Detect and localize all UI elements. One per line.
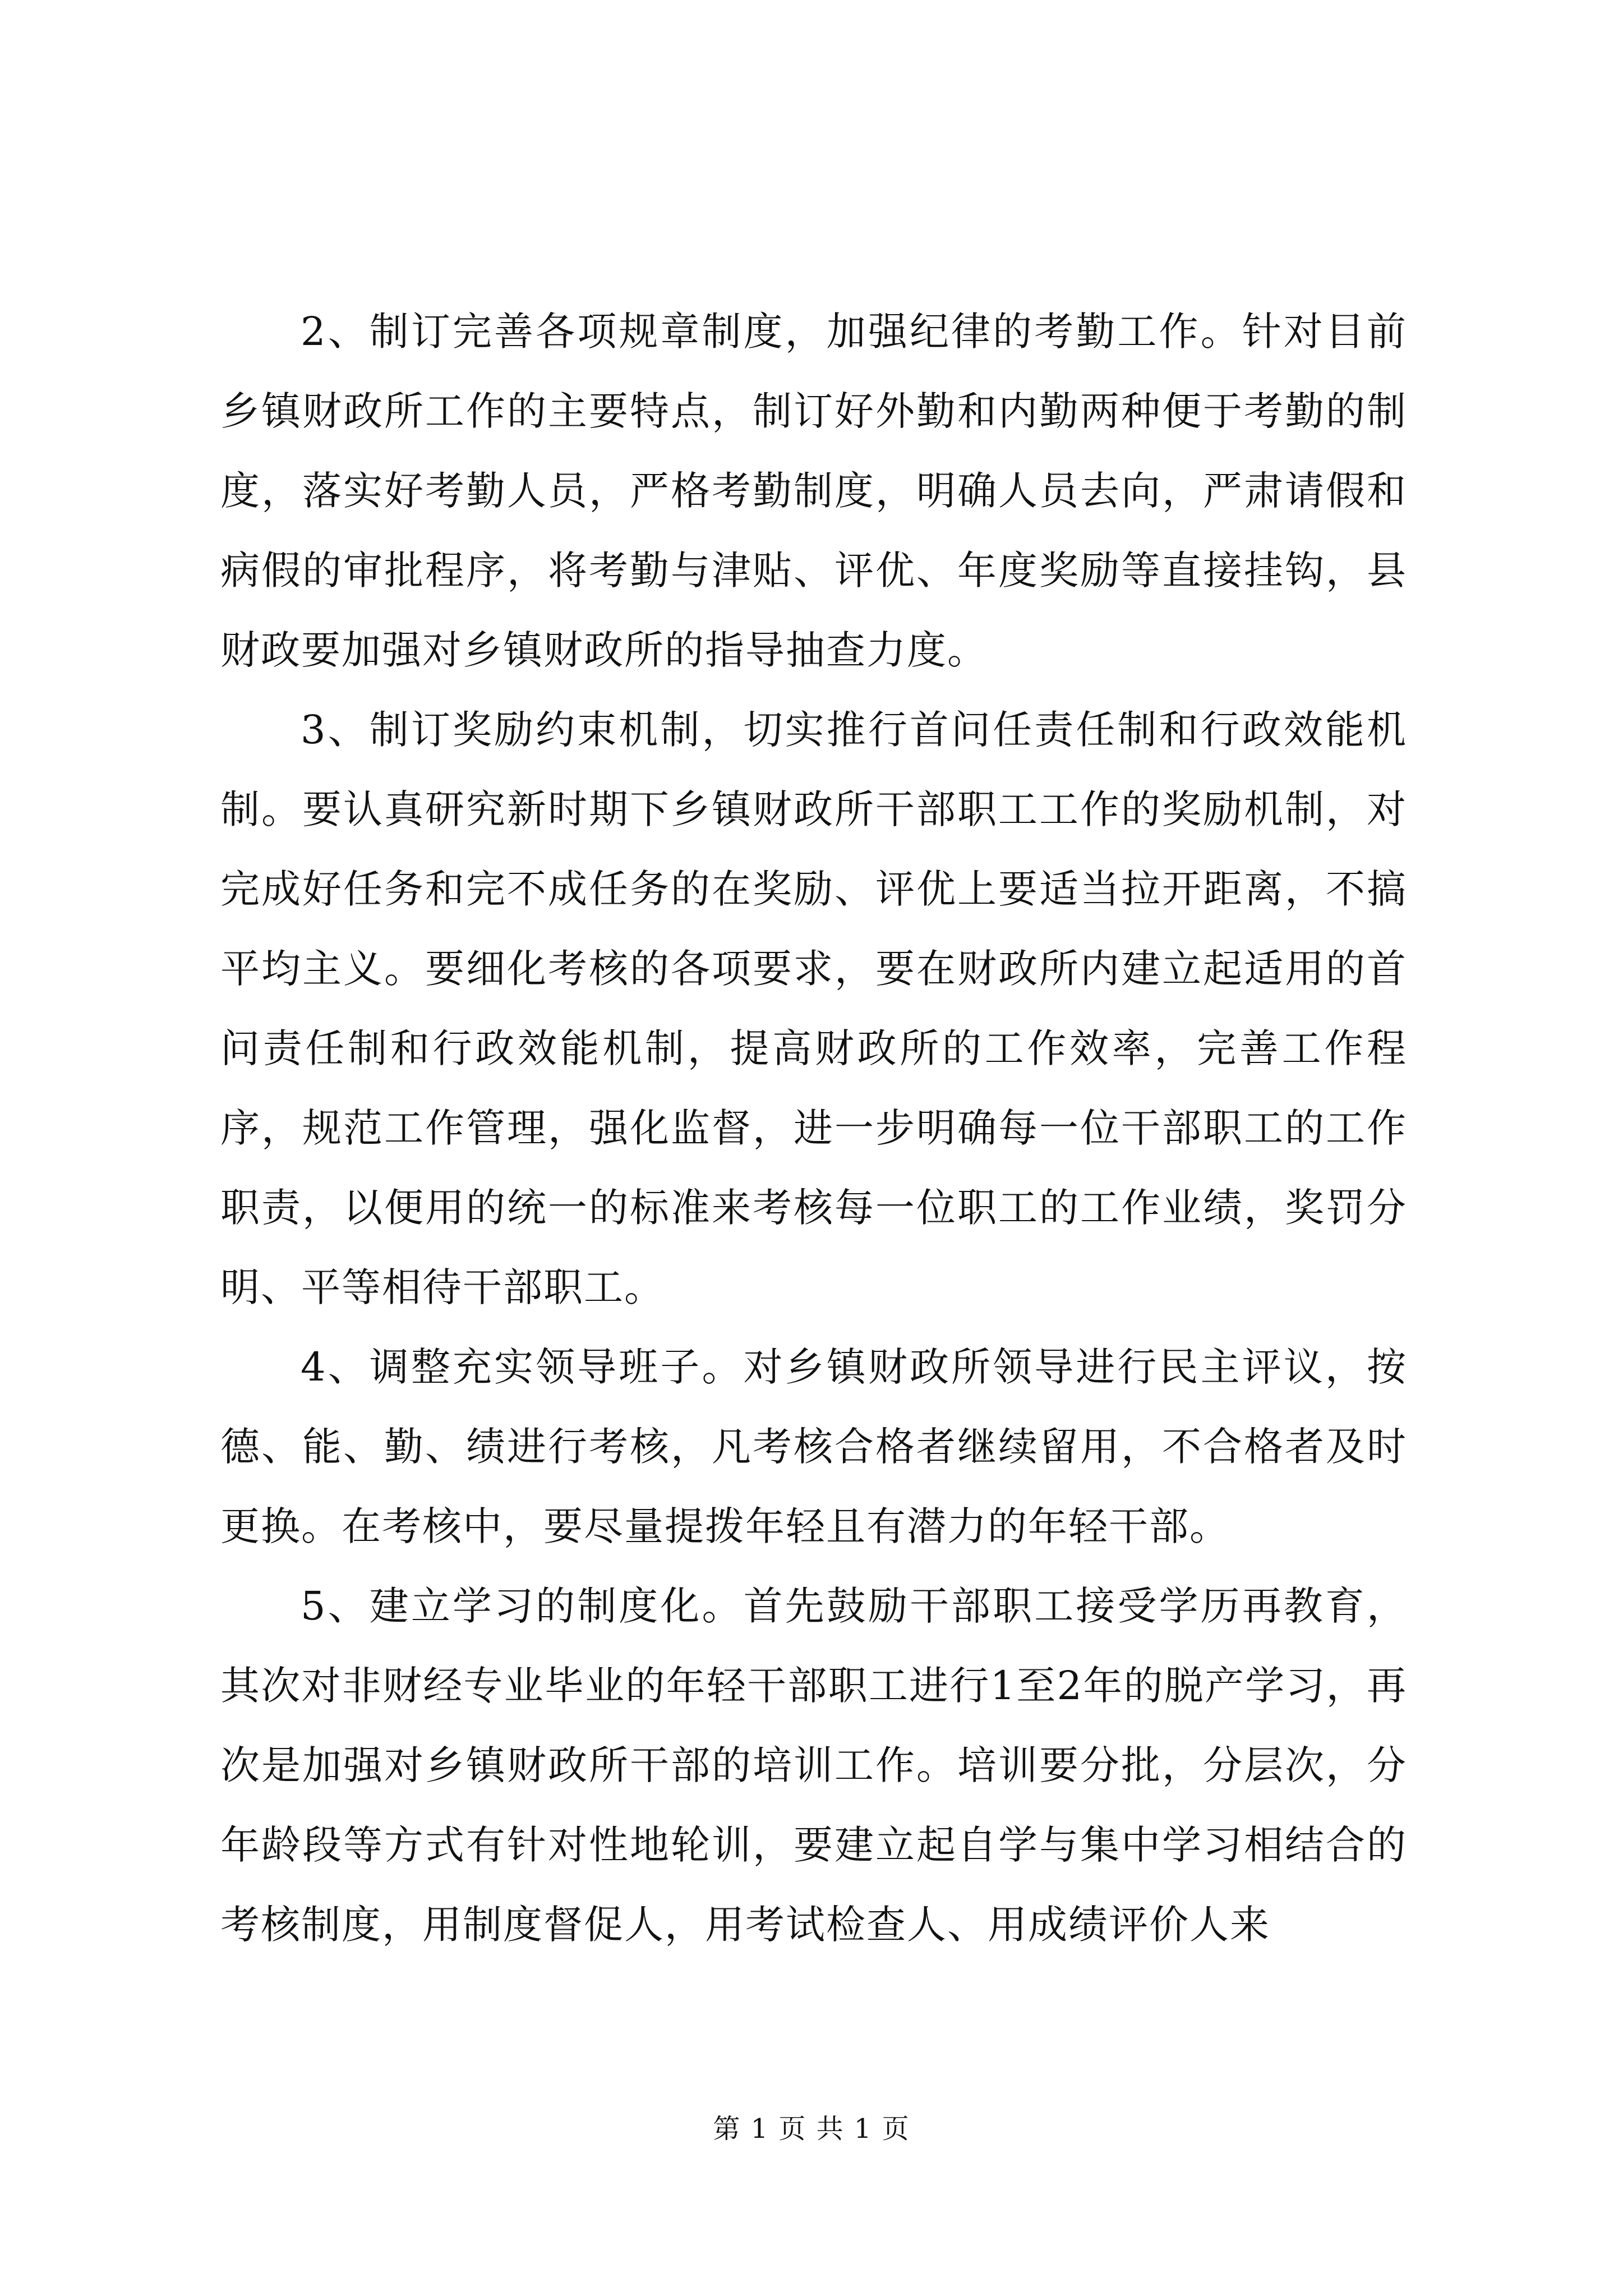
page-footer: 第 1 页 共 1 页 [713,2113,910,2145]
paragraph-5: 5、建立学习的制度化。首先鼓励干部职工接受学历再教育，其次对非财经专业毕业的年轻干部职工进行1至2年的脱产学习，再次是加强对乡镇财政所干部的培训工作。培训要分批，分层次，分年龄段等方式有针对性地轮训，要建立起自学与集中学习相结合的考核制度，用制度督促人，用考试检查人、用成绩评价人来 [220,1583,1407,1948]
paragraph-4: 4、调整充实领导班子。对乡镇财政所领导进行民主评议，按德、能、勤、绩进行考核，凡考核合格者继续留用，不合格者及时更换。在考核中，要尽量提拨年轻且有潜力的年轻干部。 [220,1344,1407,1549]
paragraph-2: 2、制订完善各项规章制度，加强纪律的考勤工作。针对目前乡镇财政所工作的主要特点，制订好外勤和内勤两种便于考勤的制度，落实好考勤人员，严格考勤制度，明确人员去向，严肃请假和病假的审批程序，将考勤与津贴、评优、年度奖励等直接挂钩，县财政要加强对乡镇财政所的指导抽查力度。 [220,309,1407,673]
paragraph-3: 3、制订奖励约束机制，切实推行首问任责任制和行政效能机制。要认真研究新时期下乡镇财政所干部职工工作的奖励机制，对完成好任务和完不成任务的在奖励、评优上要适当拉开距离，不搞平均主义。要细化考核的各项要求，要在财政所内建立起适用的首问责任制和行政效能机制，提高财政所的工作效率，完善工作程序，规范工作管理，强化监督，进一步明确每一位干部职工的工作职责，以便用的统一的标准来考核每一位职工的工作业绩，奖罚分明、平等相待干部职工。 [220,707,1407,1310]
document-body [220,292,1407,1964]
